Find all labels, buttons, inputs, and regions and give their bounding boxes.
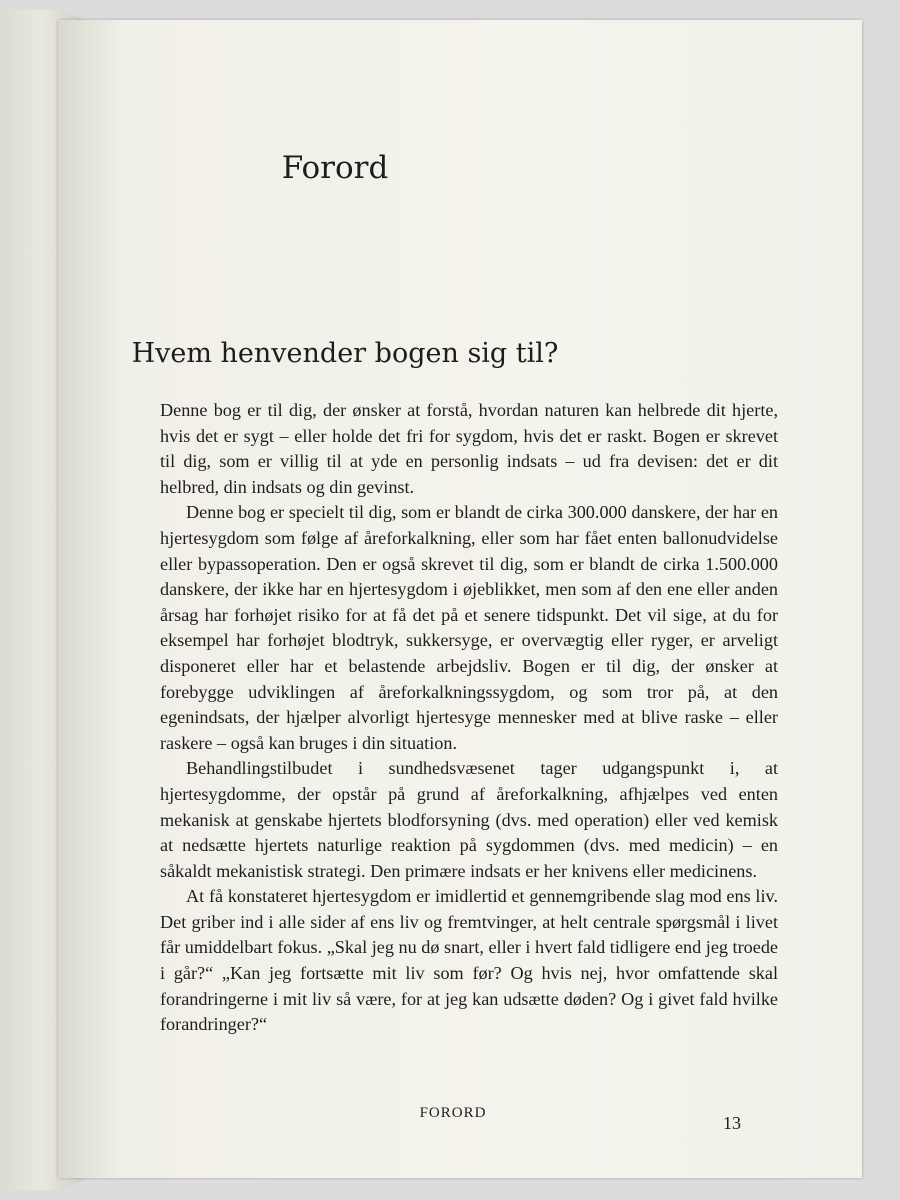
- book-page: [58, 20, 862, 1178]
- paragraph-2: Denne bog er specielt til dig, som er blandt de cirka 300.000 danskere, der har en hjertesygdom som følge af åreforkalkning, eller som har fået enten ballonudvidelse eller bypassoperation. Den er også skrevet til dig, som er blandt de cirka 1.500.000 danskere, der ikke har en hjertesygdom i øjeblikket, men som af den ene eller anden årsag har forhøjet risiko for at få det på et senere tidspunkt. Det vil sige, at du for eksempel har forhøjet blodtryk, sukkersyge, er overvægtig eller ryger, er arveligt disponeret eller har et belastende arbejdsliv. Bogen er til dig, der ønsker at forebygge udviklingen af åreforkalkningssygdom, og som tror på, at den egenindsats, der hjælper alvorligt hjertesyge mennesker med at blive raske – eller raskere – også kan bruges i din situation.: [160, 502, 778, 753]
- body-text: [160, 398, 778, 1038]
- page-number: 13: [723, 1113, 741, 1133]
- paragraph-3: Behandlingstilbudet i sundhedsvæsenet tager udgangspunkt i, at hjertesygdomme, der opstår på grund af åreforkalkning, afhjælpes ved enten mekanisk at genskabe hjertets blodforsyning (dvs. med operation) eller ved kemisk at nedsætte hjertets naturlige reaktion på sygdommen (dvs. med medicin) – en såkaldt mekanistisk strategi. Den primære indsats er her knivens eller medicinens.: [160, 758, 778, 881]
- paragraph-4: At få konstateret hjertesygdom er imidlertid et gennemgribende slag mod ens liv. Det griber ind i alle sider af ens liv og fremtvinger, at helt centrale spørgsmål i livet får umiddelbart fokus. „Skal jeg nu dø snart, eller i hvert fald tidligere end jeg troede i går?“ „Kan jeg fortsætte mit liv som før? Og hvis nej, hvor omfattende skal forandringerne i mit liv så være, for at jeg kan udsætte døden? Og i givet fald hvilke forandringer?“: [160, 886, 778, 1035]
- section-heading: Hvem henvender bogen sig til?: [131, 338, 559, 369]
- paragraph-1: Denne bog er til dig, der ønsker at forstå, hvordan naturen kan helbrede dit hjerte, hvis det er sygt – eller holde det fri for sygdom, hvis det er raskt. Bogen er skrevet til dig, som er villig til at yde en personlig indsats – ud fra devisen: det er dit helbred, din indsats og din gevinst.: [160, 400, 778, 497]
- chapter-title: Forord: [281, 150, 389, 186]
- running-footer: FORORD: [419, 1105, 487, 1121]
